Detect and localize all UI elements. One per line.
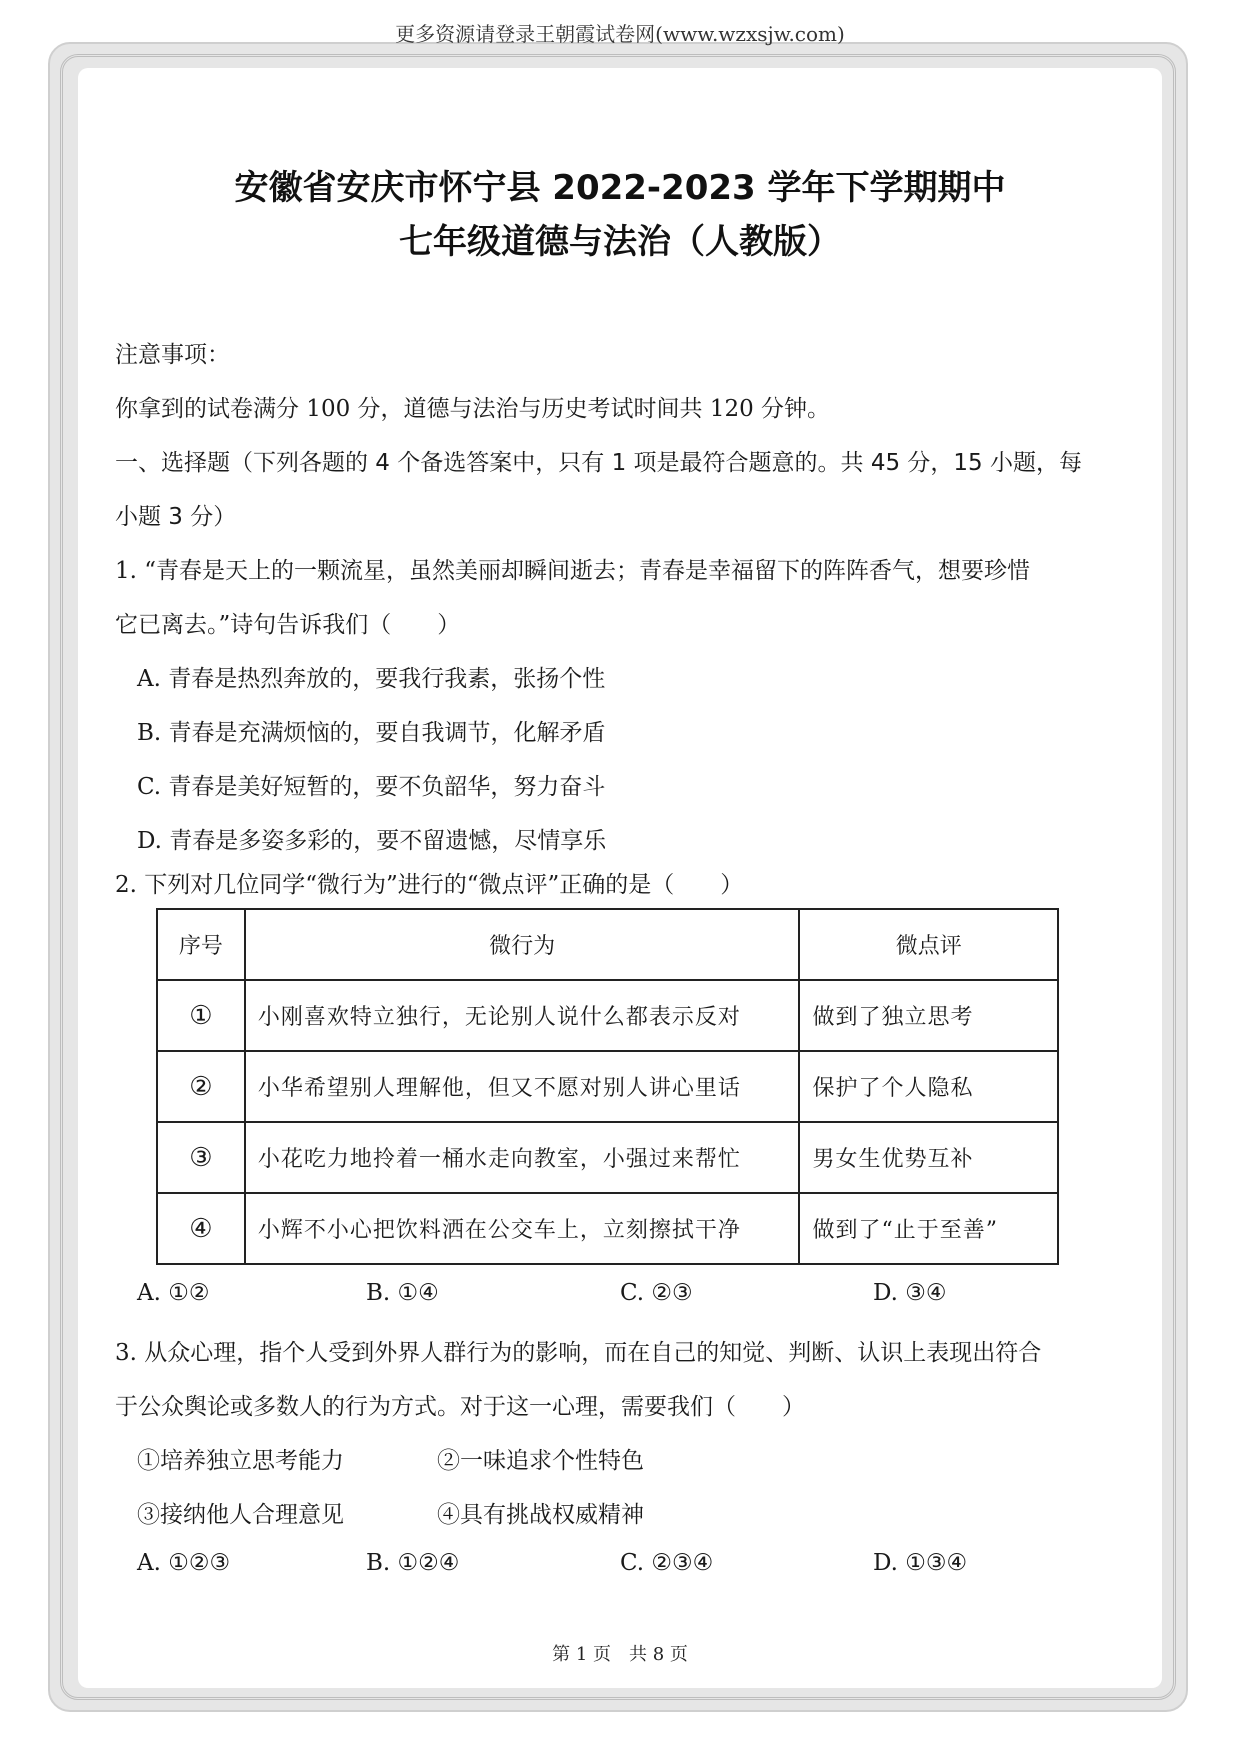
q2-choice-d: D. ③④: [873, 1280, 947, 1306]
row-number: ①: [157, 980, 245, 1051]
row-number: ④: [157, 1193, 245, 1264]
q3-item-4: ④具有挑战权威精神: [437, 1502, 644, 1528]
q3-stem-line1: 3. 从众心理，指个人受到外界人群行为的影响，而在自己的知觉、判断、认识上表现出符合: [115, 1340, 1042, 1366]
q1-option-c: C. 青春是美好短暂的，要不负韶华，努力奋斗: [137, 774, 606, 800]
row-comment: 做到了“止于至善”: [799, 1193, 1058, 1264]
q3-choice-a: A. ①②③: [137, 1550, 231, 1576]
q1-stem-line2: 它已离去。”诗句告诉我们（ ）: [115, 612, 461, 638]
q3-item-1: ①培养独立思考能力: [137, 1448, 344, 1474]
q2-choice-c: C. ②③: [620, 1280, 693, 1306]
q2-behavior-table: [156, 908, 1059, 1265]
q3-choice-d: D. ①③④: [873, 1550, 968, 1576]
q1-option-b: B. 青春是充满烦恼的，要自我调节，化解矛盾: [137, 720, 606, 746]
header-behavior: 微行为: [245, 909, 800, 980]
q3-stem-line2: 于公众舆论或多数人的行为方式。对于这一心理，需要我们（ ）: [115, 1394, 805, 1420]
row-behavior: 小刚喜欢特立独行，无论别人说什么都表示反对: [245, 980, 800, 1051]
row-number: ③: [157, 1122, 245, 1193]
q1-option-d: D. 青春是多姿多彩的，要不留遗憾，尽情享乐: [137, 828, 607, 854]
q3-choice-c: C. ②③④: [620, 1550, 714, 1576]
row-behavior: 小辉不小心把饮料洒在公交车上，立刻擦拭干净: [245, 1193, 800, 1264]
q3-choice-b: B. ①②④: [366, 1550, 460, 1576]
section1-instruction-line1: 一、选择题（下列各题的 4 个备选答案中，只有 1 项是最符合题意的。共 45 分，15 小题，每: [115, 450, 1082, 476]
header-serial: 序号: [157, 909, 245, 980]
header-comment: 微点评: [799, 909, 1058, 980]
row-comment: 保护了个人隐私: [799, 1051, 1058, 1122]
row-behavior: 小花吃力地拎着一桶水走向教室，小强过来帮忙: [245, 1122, 800, 1193]
q1-option-a: A. 青春是热烈奔放的，要我行我素，张扬个性: [137, 666, 606, 692]
row-behavior: 小华希望别人理解他，但又不愿对别人讲心里话: [245, 1051, 800, 1122]
q2-stem: 2. 下列对几位同学“微行为”进行的“微点评”正确的是（ ）: [115, 872, 744, 898]
table-row: [157, 1051, 1058, 1122]
row-number: ②: [157, 1051, 245, 1122]
q2-choice-b: B. ①④: [366, 1280, 439, 1306]
page-number-footer: 第 1 页 共 8 页: [552, 1644, 688, 1665]
table-row: [157, 980, 1058, 1051]
notice-text: 你拿到的试卷满分 100 分，道德与法治与历史考试时间共 120 分钟。: [115, 396, 831, 422]
exam-title-line2: 七年级道德与法治（人教版）: [399, 222, 841, 262]
row-comment: 男女生优势互补: [799, 1122, 1058, 1193]
section1-instruction-line2: 小题 3 分）: [115, 504, 237, 530]
row-comment: 做到了独立思考: [799, 980, 1058, 1051]
table-row: [157, 1193, 1058, 1264]
q3-item-3: ③接纳他人合理意见: [137, 1502, 344, 1528]
q2-choice-a: A. ①②: [137, 1280, 210, 1306]
q3-item-2: ②一味追求个性特色: [437, 1448, 644, 1474]
table-header-row: [157, 909, 1058, 980]
table-row: [157, 1122, 1058, 1193]
exam-title-line1: 安徽省安庆市怀宁县 2022-2023 学年下学期期中: [234, 168, 1006, 208]
q1-stem-line1: 1. “青春是天上的一颗流星，虽然美丽却瞬间逝去；青春是幸福留下的阵阵香气，想要珍惜: [115, 558, 1031, 584]
watermark-text: 更多资源请登录王朝霞试卷网(www.wzxsjw.com): [395, 22, 845, 46]
notice-heading: 注意事项：: [115, 342, 230, 368]
